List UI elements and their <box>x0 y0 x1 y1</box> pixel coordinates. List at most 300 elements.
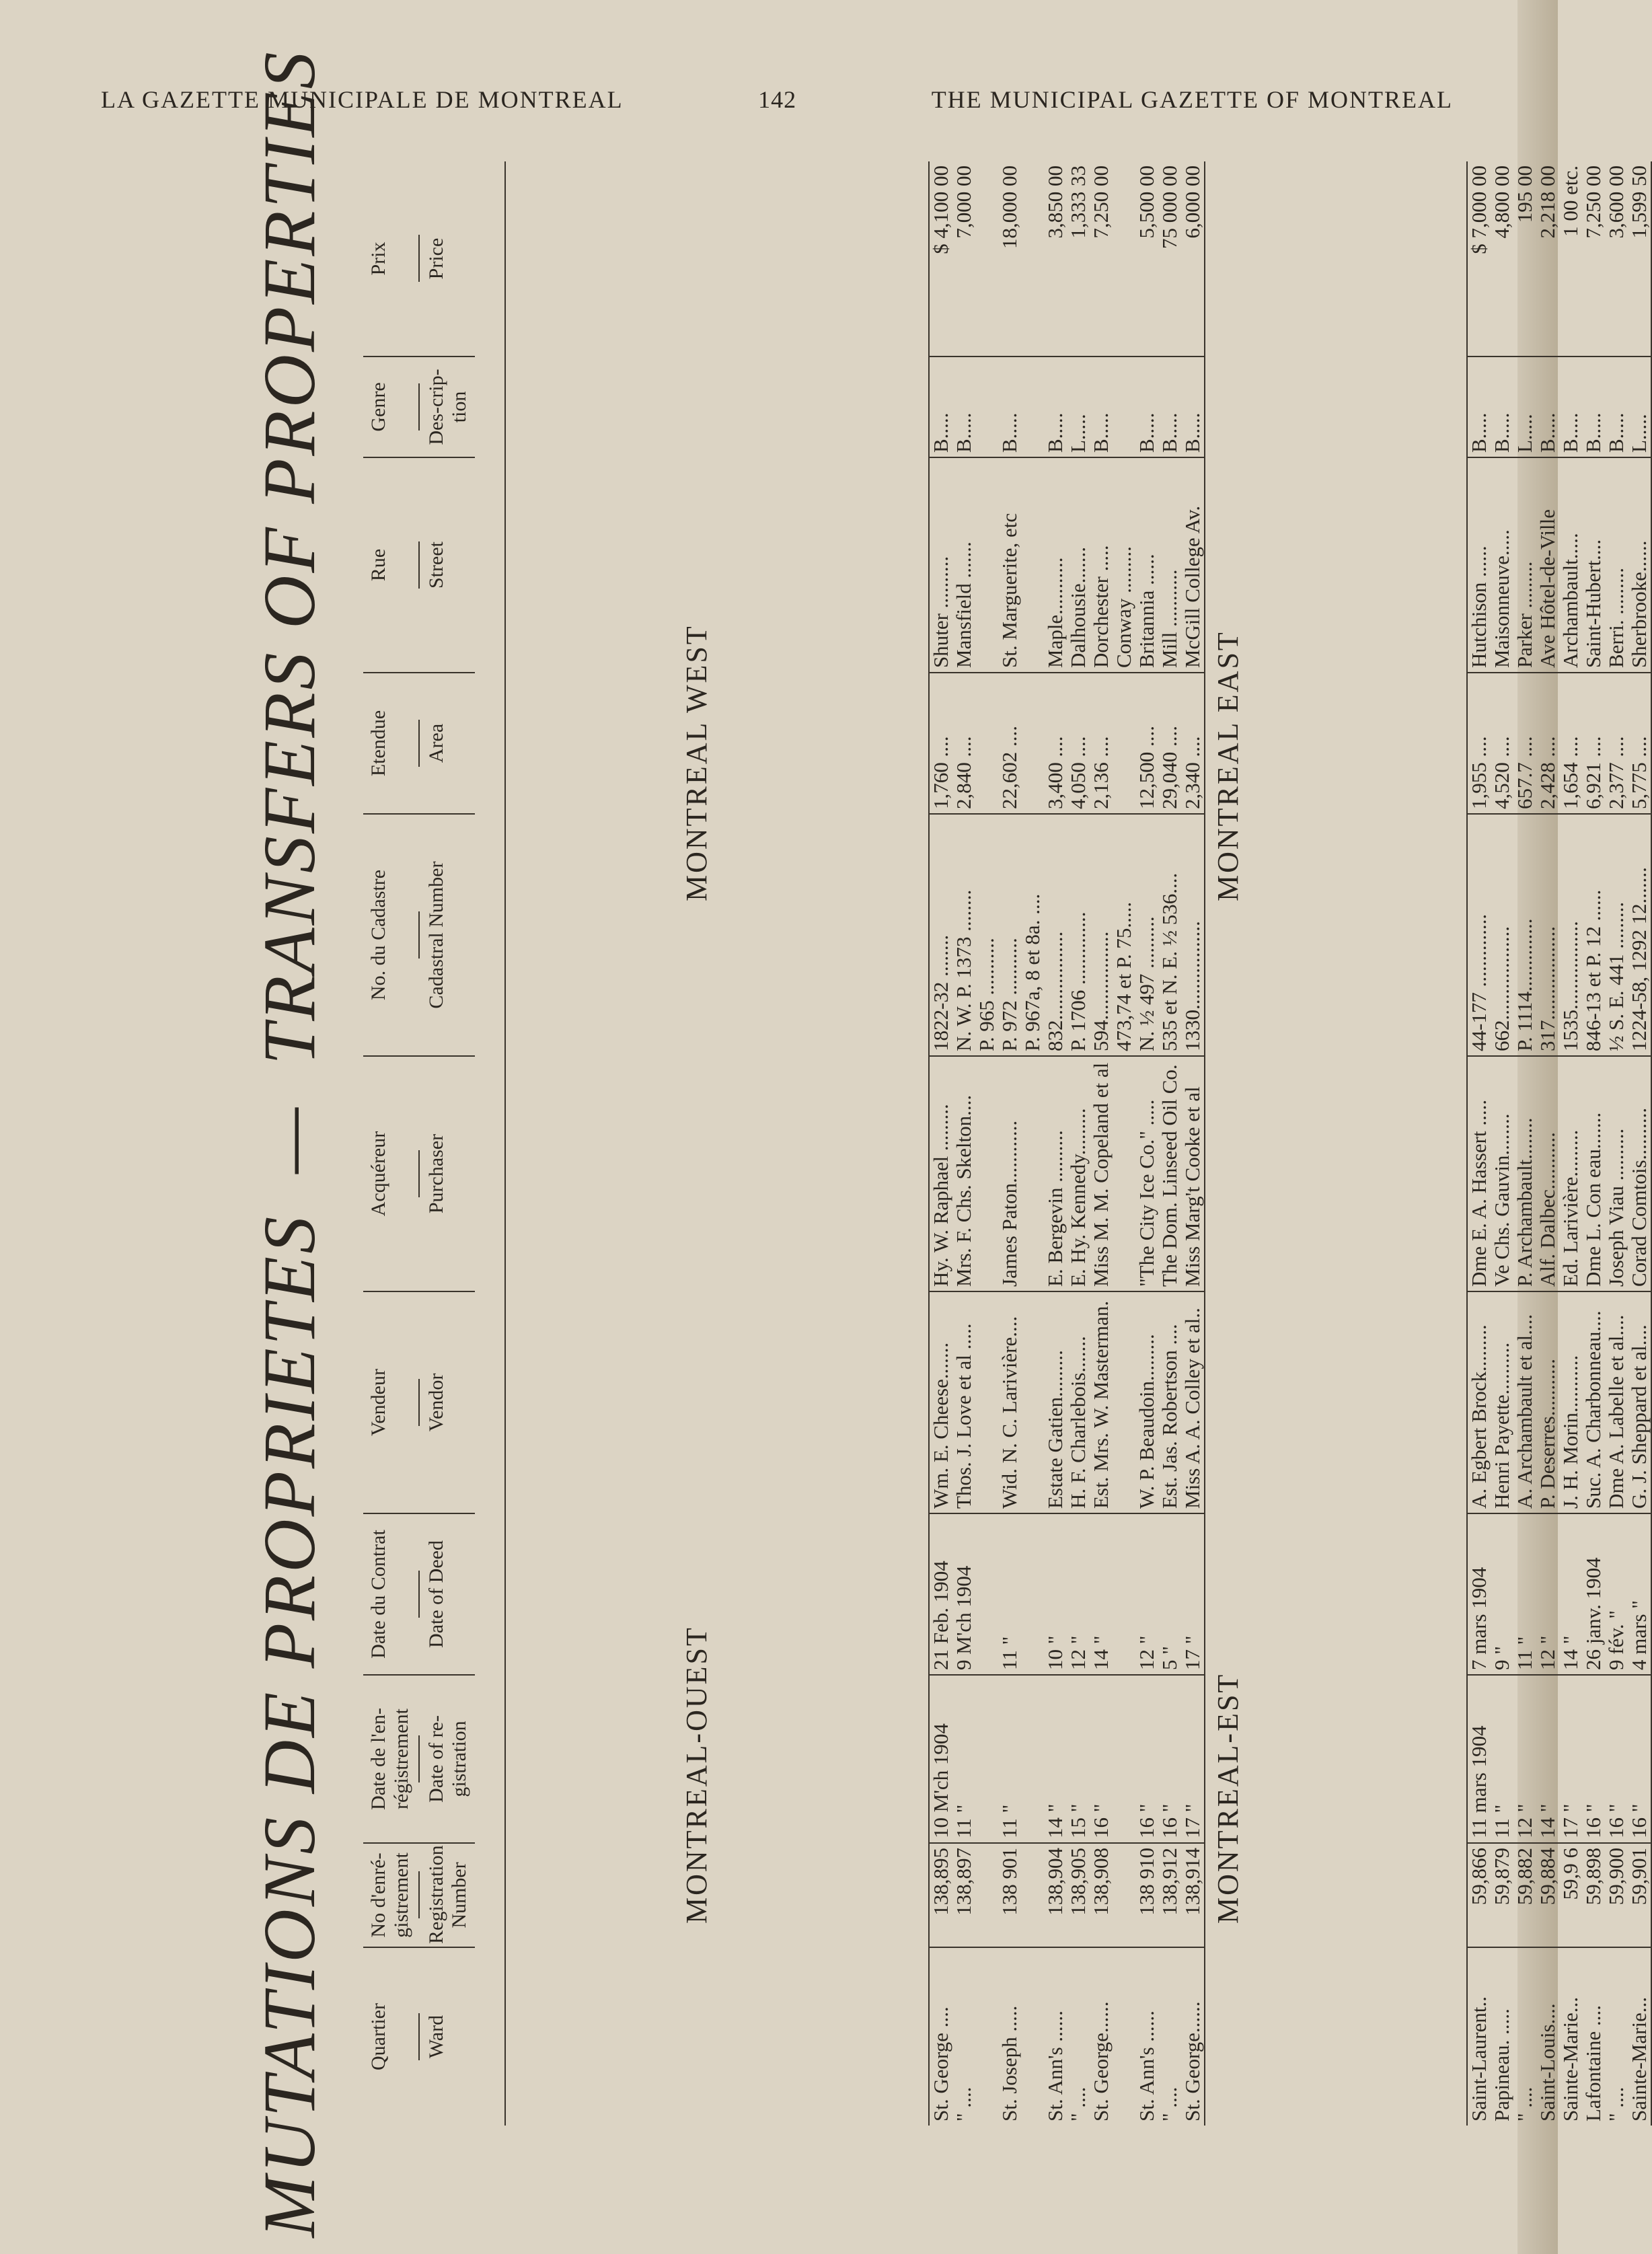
table-row <box>1135 161 1158 2126</box>
table-cell: A. Egbert Brock......... <box>1467 1291 1491 1513</box>
table-row <box>975 161 998 2126</box>
table-cell: 1822-32 ........ <box>929 814 952 1056</box>
table-cell: 75 000 00 <box>1158 161 1181 356</box>
table-cell: " .... <box>1513 2087 1536 2121</box>
section-west-labels <box>679 161 733 2126</box>
table-cell: Dalhousie....... <box>1067 457 1090 673</box>
header-divider <box>418 1571 420 1618</box>
table-cell: 4 mars " <box>1628 1513 1651 1675</box>
table-cell: Est. Jas. Robertson .... <box>1158 1291 1181 1513</box>
table-cell <box>1113 1947 1135 2126</box>
table-cell: 14 " <box>1536 1675 1559 1843</box>
running-head-english: THE MUNICIPAL GAZETTE OF MONTREAL <box>931 86 1453 113</box>
table-cell: 11 " <box>1491 1675 1513 1843</box>
table-cell: 14 " <box>1559 1513 1582 1675</box>
table-cell: 5 " <box>1158 1513 1181 1675</box>
header-english: Ward <box>425 2015 447 2059</box>
table-cell: 21 Feb. 1904 <box>929 1513 952 1675</box>
table-cell: N. ½ 497 .......... <box>1135 814 1158 1056</box>
table-cell: Joseph Viau .......... <box>1605 1056 1628 1291</box>
table-cell: Conway ......... <box>1113 457 1135 673</box>
table-cell: 1,955 .... <box>1467 673 1491 814</box>
table-row <box>1491 161 1513 2126</box>
table-cell: 4,800 00 <box>1491 161 1513 356</box>
table-cell: P. 1706 .............. <box>1067 814 1090 1056</box>
table-cell: St. George...... <box>1089 2001 1113 2121</box>
header-french: Etendue <box>367 710 389 777</box>
table-cell: B..... <box>1135 356 1158 457</box>
table-cell: N. W. P. 1373 ........ <box>952 814 975 1056</box>
table-cell: 16 " <box>1582 1675 1605 1843</box>
table-cell: 11 " <box>998 1675 1021 1843</box>
table-cell: 3,600 00 <box>1605 161 1628 356</box>
table-cell: Mansfield ....... <box>952 457 975 673</box>
table-cell: Hy. W. Raphael ......... <box>929 1056 952 1291</box>
table-cell: P. 965 ........... <box>975 814 998 1056</box>
table-cell: P. Deserres........... <box>1536 1291 1559 1513</box>
table-cell: 29,040 .... <box>1158 673 1181 814</box>
header-divider <box>418 911 420 959</box>
table-cell: 12,500 .... <box>1135 673 1158 814</box>
table-cell: 59,884 <box>1536 1843 1559 1947</box>
header-divider <box>418 2013 420 2060</box>
table-cell <box>975 1947 998 2126</box>
table-cell: Dorchester ..... <box>1090 457 1113 673</box>
table-cell: B..... <box>952 356 975 457</box>
table-cell: P. 1114.............. <box>1513 814 1536 1056</box>
table-cell <box>1113 1675 1135 1843</box>
column-header-8 <box>363 457 475 673</box>
table-cell: Estate Gatien......... <box>1044 1291 1067 1513</box>
table-cell: 2,218 00 <box>1536 161 1559 356</box>
table-cell: 473,74 et P. 75..... <box>1113 814 1135 1056</box>
table-cell: B..... <box>1536 356 1559 457</box>
table-cell: 9 M'ch 1904 <box>952 1513 975 1675</box>
table-cell: 662.................. <box>1491 814 1513 1056</box>
table-cell: J. H. Morin........... <box>1559 1291 1582 1513</box>
table-cell: Parker ......... <box>1513 457 1536 673</box>
table-row <box>1090 161 1113 2126</box>
table-cell: 7,000 00 <box>952 161 975 356</box>
table-cell: 22,602 .... <box>998 673 1021 814</box>
table-cell: 2,428 .... <box>1536 673 1559 814</box>
table-row <box>1628 161 1651 2126</box>
table-cell: Hutchison ...... <box>1467 457 1491 673</box>
table-row <box>1605 161 1628 2126</box>
table-cell: 1224-58, 1292 12....... <box>1628 814 1651 1056</box>
page-title <box>229 49 350 2238</box>
table-cell: Wid. N. C. Larivière.... <box>998 1291 1021 1513</box>
section-west-french: MONTREAL-OUEST <box>680 1626 713 1924</box>
header-french: Date de l'en-régistrement <box>367 1708 412 1810</box>
column-header-1 <box>363 1843 475 1947</box>
table-cell: P. Archambault........ <box>1513 1056 1536 1291</box>
table-cell: 59,882 <box>1513 1843 1536 1947</box>
table-row <box>1044 161 1067 2126</box>
table-cell: 3,850 00 <box>1044 161 1067 356</box>
table-cell: 14 " <box>1090 1513 1113 1675</box>
table-cell: 18,000 00 <box>998 161 1021 356</box>
title-dash: — <box>248 1104 330 1174</box>
table-cell: P. 972 ........... <box>998 814 1021 1056</box>
table-cell: 11 " <box>952 1675 975 1843</box>
table-row <box>1021 161 1044 2126</box>
table-cell: 7,250 00 <box>1582 161 1605 356</box>
running-head-french: LA GAZETTE MUNICIPALE DE MONTREAL <box>101 86 624 113</box>
header-french: No d'enré-gistrement <box>367 1852 412 1938</box>
table-cell: A. Archambault et al.... <box>1513 1291 1536 1513</box>
table-cell: L..... <box>1513 356 1536 457</box>
table-cell: 4,520 .... <box>1491 673 1513 814</box>
table-cell: 138,895 <box>929 1843 952 1947</box>
header-french: Date du Contrat <box>367 1530 389 1659</box>
table-cell: Miss A. A. Colley et al.. <box>1181 1291 1205 1513</box>
table-cell: B..... <box>1491 356 1513 457</box>
table-cell: Dme L. Con eau....... <box>1582 1056 1605 1291</box>
table-cell: 6,000 00 <box>1181 161 1205 356</box>
table-cell: 12 " <box>1536 1513 1559 1675</box>
table-cell: Alf. Dalbec........... <box>1536 1056 1559 1291</box>
section-east-labels <box>1211 161 1265 2126</box>
table-cell <box>975 673 998 814</box>
table-cell: 15 " <box>1067 1675 1090 1843</box>
table-cell: 59,900 <box>1605 1843 1628 1947</box>
table-cell: 59,901 <box>1628 1843 1651 1947</box>
table-cell: Archambault..... <box>1559 457 1582 673</box>
header-french: No. du Cadastre <box>367 869 389 1001</box>
table-row <box>1513 161 1536 2126</box>
table-cell <box>1113 1291 1135 1513</box>
section-east-french: MONTREAL-EST <box>1211 1672 1244 1924</box>
table-cell: " .... <box>952 2087 975 2121</box>
table-cell: B..... <box>998 356 1021 457</box>
table-cell: Saint-Louis.... <box>1536 2003 1559 2121</box>
table-cell: 138,904 <box>1044 1843 1067 1947</box>
table-cell: ½ S. E. 441 ......... <box>1605 814 1628 1056</box>
table-cell: 317.................. <box>1536 814 1559 1056</box>
table-cell: 1,599 50 <box>1628 161 1651 356</box>
table-cell: 3,400 .... <box>1044 673 1067 814</box>
header-english: Price <box>425 237 447 280</box>
header-row <box>363 161 475 2126</box>
montreal-east-table <box>1466 161 1652 2126</box>
table-cell: St. Joseph ..... <box>998 2005 1021 2121</box>
table-cell: Britannia ...... <box>1135 457 1158 673</box>
table-cell: 16 " <box>1090 1675 1113 1843</box>
table-cell: 59,879 <box>1491 1843 1513 1947</box>
table-cell: Est. Mrs. W. Masterman. <box>1090 1291 1113 1513</box>
table-cell: Sherbrooke...... <box>1628 457 1651 673</box>
table-cell: 2,340 .... <box>1181 673 1205 814</box>
table-cell: 16 " <box>1605 1675 1628 1843</box>
table-cell: 16 " <box>1135 1675 1158 1843</box>
table-cell: G. J. Sheppard et al.... <box>1628 1291 1651 1513</box>
table-cell: 9 fév. " <box>1605 1513 1628 1675</box>
table-cell: " .... <box>1158 2087 1181 2121</box>
column-header-7 <box>363 673 475 814</box>
table-cell: 195 00 <box>1513 161 1536 356</box>
section-east-english: MONTREAL EAST <box>1211 630 1244 901</box>
table-cell: Berri. ......... <box>1605 457 1628 673</box>
table-cell <box>1021 1947 1044 2126</box>
table-cell: B..... <box>1467 356 1491 457</box>
table-cell: 5,500 00 <box>1135 161 1158 356</box>
table-cell: St. Ann's ...... <box>1043 2011 1067 2121</box>
table-cell: Saint-Hubert.... <box>1582 457 1605 673</box>
table-cell: 832................. <box>1044 814 1067 1056</box>
table-cell <box>975 457 998 673</box>
table-cell: 535 et N. E. ½ 536.... <box>1158 814 1181 1056</box>
page-number: 142 <box>758 86 797 113</box>
table-cell <box>975 1513 998 1675</box>
table-cell: 11 " <box>1513 1513 1536 1675</box>
table-cell: 1 00 etc. <box>1559 161 1582 356</box>
table-cell: " .... <box>1604 2087 1628 2121</box>
montreal-west-table <box>928 161 1205 2126</box>
table-cell: 1330................. <box>1181 814 1205 1056</box>
table-cell: Miss Marg't Cooke et al <box>1181 1056 1205 1291</box>
table-cell <box>1021 673 1044 814</box>
header-english: Street <box>425 541 447 589</box>
table-cell: 4,050 .... <box>1067 673 1090 814</box>
table-cell: 11 mars 1904 <box>1467 1675 1491 1843</box>
table-cell: B..... <box>1158 356 1181 457</box>
table-cell: 2,377 .... <box>1605 673 1628 814</box>
table-cell: Papineau. ..... <box>1490 2008 1513 2121</box>
table-row <box>1067 161 1090 2126</box>
column-header-6 <box>363 814 475 1056</box>
header-french: Quartier <box>367 2003 389 2070</box>
table-cell <box>1021 356 1044 457</box>
table-row <box>998 161 1021 2126</box>
header-divider <box>418 383 420 430</box>
table-cell: B..... <box>1559 356 1582 457</box>
table-cell: B..... <box>1181 356 1205 457</box>
table-cell <box>1113 356 1135 457</box>
table-cell: 846-13 et P. 12 ...... <box>1582 814 1605 1056</box>
table-cell: The Dom. Linseed Oil Co. <box>1158 1056 1181 1291</box>
header-french: Genre <box>367 382 389 432</box>
table-cell: St. Marguerite, etc <box>998 457 1021 673</box>
header-english: Cadastral Number <box>425 861 447 1009</box>
table-cell: 1535................. <box>1559 814 1582 1056</box>
table-cell <box>1021 1843 1044 1947</box>
section-west-english: MONTREAL WEST <box>680 624 713 901</box>
table-cell: 2,136 .... <box>1090 673 1113 814</box>
header-divider <box>418 1735 420 1782</box>
title-english: TRANSFERS OF PROPERTIES <box>248 49 330 1065</box>
header-french: Prix <box>367 241 389 276</box>
header-french: Vendeur <box>367 1369 389 1436</box>
table-cell: $ 4,100 00 <box>929 161 952 356</box>
table-cell: B..... <box>1605 356 1628 457</box>
table-row <box>1582 161 1605 2126</box>
table-cell: 12 " <box>1513 1675 1536 1843</box>
header-english: Area <box>425 723 447 763</box>
table-cell: " .... <box>1066 2087 1090 2121</box>
table-cell: Corad Comtois.......... <box>1628 1056 1651 1291</box>
table-row <box>929 161 952 2126</box>
column-headers <box>363 161 475 2126</box>
table-cell <box>1113 161 1135 356</box>
header-english: Date of re-gistration <box>425 1715 470 1803</box>
table-cell: 12 " <box>1067 1513 1090 1675</box>
table-cell <box>975 1843 998 1947</box>
column-header-5 <box>363 1056 475 1291</box>
table-cell: Suc. A. Charbonneau.... <box>1582 1291 1605 1513</box>
table-cell: 138,914 <box>1181 1843 1205 1947</box>
table-cell: Maisonneuve..... <box>1491 457 1513 673</box>
table-cell: "The City Ice Co." ..... <box>1135 1056 1158 1291</box>
table-row <box>1158 161 1181 2126</box>
title-french: MUTATIONS DE PROPRIETES <box>248 1213 330 2238</box>
table-cell: L..... <box>1067 356 1090 457</box>
table-cell: B..... <box>1090 356 1113 457</box>
table-cell <box>1021 1675 1044 1843</box>
table-cell: 59,898 <box>1582 1843 1605 1947</box>
table-cell: St. George .... <box>929 2006 952 2121</box>
column-header-3 <box>363 1513 475 1675</box>
table-cell: Sainte-Marie... <box>1627 1996 1651 2121</box>
table-cell: 10 " <box>1044 1513 1067 1675</box>
column-header-0 <box>363 1947 475 2126</box>
table-cell: $ 7,000 00 <box>1467 161 1491 356</box>
table-cell: 26 janv. 1904 <box>1582 1513 1605 1675</box>
table-cell: Shuter .......... <box>929 457 952 673</box>
table-cell <box>1113 1056 1135 1291</box>
table-cell: Ed. Larivière......... <box>1559 1056 1582 1291</box>
table-cell: Maple........... <box>1044 457 1067 673</box>
table-cell <box>975 1056 998 1291</box>
table-cell: 17 " <box>1181 1675 1205 1843</box>
header-english: Vendor <box>425 1373 447 1432</box>
header-french: Rue <box>367 548 389 582</box>
header-divider <box>418 235 420 283</box>
table-cell: St. George...... <box>1180 2001 1204 2121</box>
table-cell <box>1021 161 1044 356</box>
table-cell <box>1113 673 1135 814</box>
table-cell: 5,775 .... <box>1628 673 1651 814</box>
table-row <box>1181 161 1205 2126</box>
table-cell: 17 " <box>1181 1513 1205 1675</box>
table-cell: 16 " <box>1158 1675 1181 1843</box>
table-row <box>1113 161 1135 2126</box>
table-cell: 138,897 <box>952 1843 975 1947</box>
table-cell <box>975 1291 998 1513</box>
table-cell: Sainte-Marie... <box>1559 1996 1582 2121</box>
header-divider <box>418 1379 420 1426</box>
table-cell: Wm. E. Cheese....... <box>929 1291 952 1513</box>
table-cell: L..... <box>1628 356 1651 457</box>
table-cell: Dme A. Labelle et al.... <box>1605 1291 1628 1513</box>
table-cell <box>975 161 998 356</box>
table-cell: 138,905 <box>1067 1843 1090 1947</box>
table-cell: 17 " <box>1559 1675 1582 1843</box>
table-cell <box>975 356 998 457</box>
table-cell: B..... <box>1044 356 1067 457</box>
table-cell: James Paton............ <box>998 1056 1021 1291</box>
table-cell: Miss M. M. Copeland et al <box>1090 1056 1113 1291</box>
table-cell: 2,840 .... <box>952 673 975 814</box>
column-header-10 <box>363 161 475 356</box>
header-divider <box>418 1872 420 1919</box>
table-cell: P. 967a, 8 et 8a. .... <box>1021 814 1044 1056</box>
header-divider <box>418 1150 420 1197</box>
table-cell: 6,921 .... <box>1582 673 1605 814</box>
table-cell <box>1021 1513 1044 1675</box>
table-row <box>1559 161 1582 2126</box>
table-cell: B..... <box>929 356 952 457</box>
table-row <box>1536 161 1559 2126</box>
header-divider <box>418 541 420 589</box>
table-cell: 59,9 6 <box>1559 1843 1582 1947</box>
table-cell <box>1113 1843 1135 1947</box>
table-cell: E. Hy. Kennedy......... <box>1067 1056 1090 1291</box>
column-header-4 <box>363 1291 475 1513</box>
header-rule <box>504 161 506 2126</box>
table-cell: Henri Payette.......... <box>1491 1291 1513 1513</box>
table-cell: McGill College Av. <box>1181 457 1205 673</box>
table-cell <box>1021 1056 1044 1291</box>
table-cell: 12 " <box>1135 1513 1158 1675</box>
table-cell <box>1021 457 1044 673</box>
table-cell: 16 " <box>1628 1675 1651 1843</box>
table-cell: W. P. Beaudoin......... <box>1135 1291 1158 1513</box>
table-cell: 138 910 <box>1135 1843 1158 1947</box>
table-cell <box>1113 1513 1135 1675</box>
table-cell: St. Ann's ...... <box>1135 2011 1158 2121</box>
header-english: Registration Number <box>425 1845 470 1944</box>
table-cell: E. Bergevin .......... <box>1044 1056 1067 1291</box>
table-cell <box>1021 1291 1044 1513</box>
header-english: Purchaser <box>425 1133 447 1214</box>
table-cell: 44-177 .............. <box>1467 814 1491 1056</box>
table-cell: 1,333 33 <box>1067 161 1090 356</box>
table-cell: Mrs. F. Chs. Skelton.... <box>952 1056 975 1291</box>
table-cell: 10 M'ch 1904 <box>929 1675 952 1843</box>
column-header-2 <box>363 1675 475 1843</box>
table-cell: Dme E. A. Hassert ..... <box>1467 1056 1491 1291</box>
table-cell: 138 901 <box>998 1843 1021 1947</box>
table-cell: 59,866 <box>1467 1843 1491 1947</box>
table-cell: Thos. J. Love et al ..... <box>952 1291 975 1513</box>
table-cell: 1,760 .... <box>929 673 952 814</box>
table-row <box>952 161 975 2126</box>
table-cell: Ve Chs. Gauvin........ <box>1491 1056 1513 1291</box>
table-cell: 1,654 .... <box>1559 673 1582 814</box>
table-cell: Saint-Laurent.. <box>1467 1996 1491 2121</box>
table-cell: Lafontaine .... <box>1581 2004 1605 2121</box>
table-cell: 14 " <box>1044 1675 1067 1843</box>
table-cell <box>975 1675 998 1843</box>
header-french: Acquéreur <box>367 1131 389 1217</box>
table-cell: Ave Hôtel-de-Ville <box>1536 457 1559 673</box>
table-cell: 657.7 .... <box>1513 673 1536 814</box>
table-cell: H. F. Charlebois....... <box>1067 1291 1090 1513</box>
table-cell: 7 mars 1904 <box>1467 1513 1491 1675</box>
column-header-9 <box>363 356 475 457</box>
table-cell: Mill ........... <box>1158 457 1181 673</box>
table-cell: 9 " <box>1491 1513 1513 1675</box>
table-cell: 7,250 00 <box>1090 161 1113 356</box>
table-cell: 594................. <box>1090 814 1113 1056</box>
table-cell: 138,912 <box>1158 1843 1181 1947</box>
table-row <box>1467 161 1491 2126</box>
table-cell: B..... <box>1582 356 1605 457</box>
table-cell: 138,908 <box>1090 1843 1113 1947</box>
header-divider <box>418 720 420 767</box>
table-cell: 11 " <box>998 1513 1021 1675</box>
